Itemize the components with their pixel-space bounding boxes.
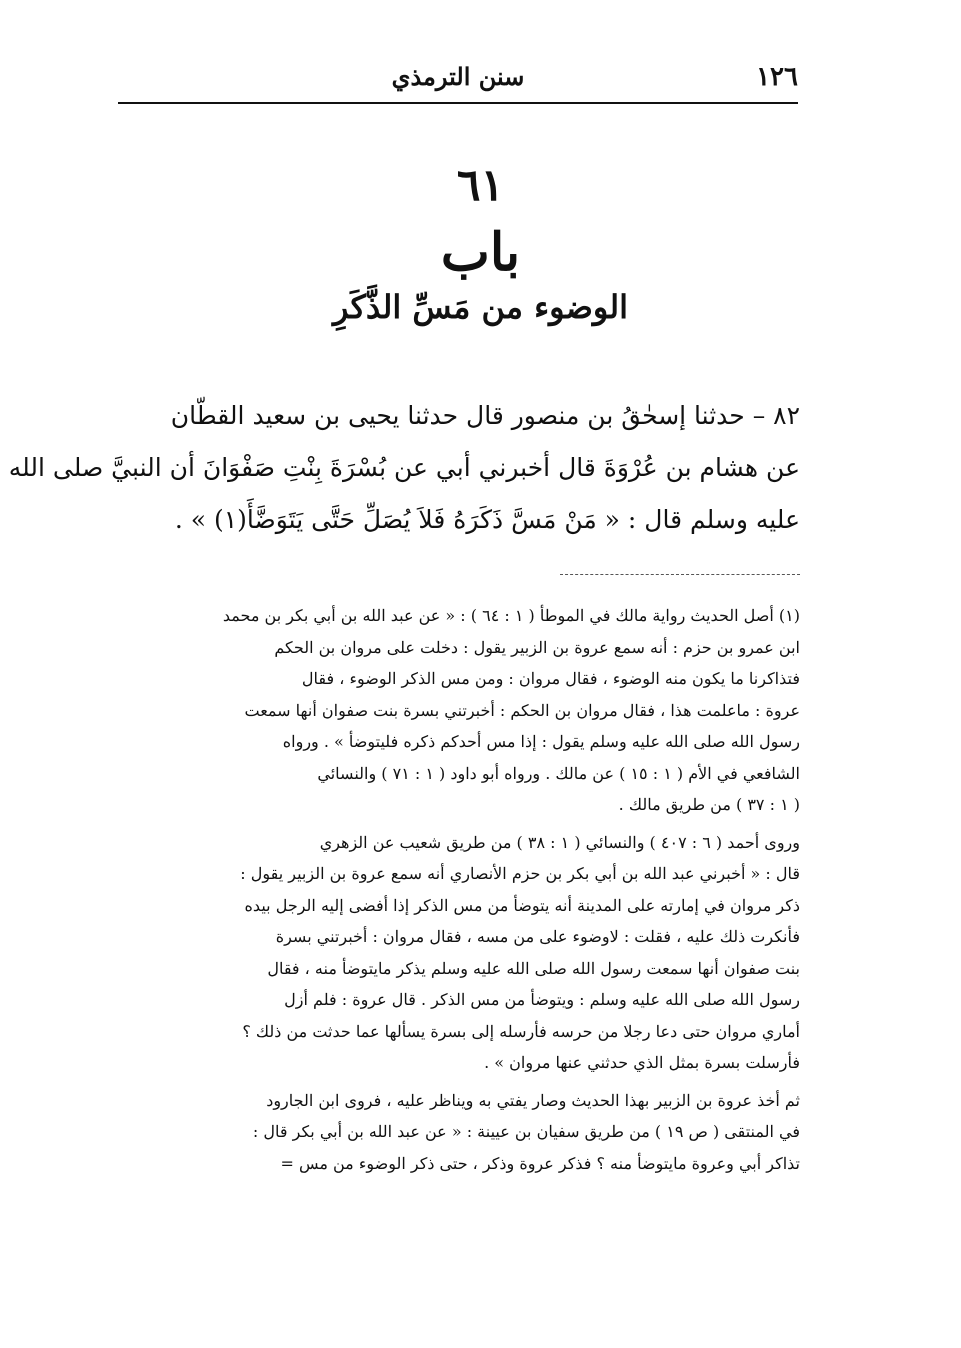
page-header <box>118 62 798 98</box>
header-rule <box>118 102 798 104</box>
footnote-paragraph <box>118 1085 800 1180</box>
footnote-line: عروة : ماعلمت هذا ، فقال مروان بن الحكم : أخبرتني بسرة بنت صفوان أنها سمعت <box>244 700 800 720</box>
footnote-line: بنت صفوان أنها سمعت رسول الله صلى الله عليه وسلم يذكر مايتوضأ منه ، فقال <box>267 958 800 978</box>
page-number: ١٢٦ <box>756 62 798 92</box>
footnote-line: فأرسلت بسرة بمثل الذي حدثني عنها مروان » . <box>484 1053 800 1072</box>
chapter-heading-bab: باب <box>440 222 521 283</box>
footnote-line: وروى أحمد ( ٦ : ٤٠٧ ) والنسائي ( ١ : ٣٨ ) من طريق شعيب عن الزهري <box>319 832 800 852</box>
footnote-line: تذاكر أبي وعروة مايتوضأ منه ؟ فذكر عروة وذكر ، حتى ذكر الوضوء من مس = <box>280 1153 800 1173</box>
running-title: سنن الترمذي <box>391 62 525 91</box>
footnote-line: فأنكرت ذلك عليه ، فقلت : لاوضوء على من مسه ، فقال مروان : أخبرتني بسرة <box>275 927 800 946</box>
footnote-line: الشافعي في الأم ( ١ : ١٥ ) عن مالك . ورواه أبو داود ( ١ : ٧١ ) والنسائي <box>317 763 800 783</box>
hadith-text <box>8 390 800 546</box>
footnote-line: رسول الله صلى الله عليه وسلم : ويتوضأ من مس الذكر . قال عروة : فلم أزل <box>284 990 800 1009</box>
hadith-line: عن هشام بن عُرْوَةَ قال أخبرني أبي عن بُسْرَةَ بِنْتِ صَفْوَانَ أن النبيَّ صلى الله <box>8 453 800 482</box>
footnote-line: ( ١ : ٣٧ ) من طريق مالك . <box>618 795 800 814</box>
footnote-paragraph <box>118 600 800 821</box>
footnote-paragraph <box>118 827 800 1079</box>
footnote-line: ابن عمرو بن حزم : أنه سمع عروة بن الزبير يقول : دخلت على مروان بن الحكم <box>274 637 800 657</box>
footnote-line: رسول الله صلى الله عليه وسلم يقول : إذا مس أحدكم ذكره فليتوضأ » . ورواه <box>282 732 800 751</box>
footnote-line: في المنتقى ( ص ١٩ ) من طريق سفيان بن عيينة : « عن عبد الله بن أبي بكر قال : <box>252 1122 800 1141</box>
footnotes <box>118 600 800 1185</box>
footnote-line: فتذاكرنا ما يكون منه الوضوء ، فقال مروان : ومن مس الذكر الوضوء ، فقال <box>301 669 800 688</box>
footnote-separator <box>560 574 800 575</box>
hadith-line: ٨٢ – حدثنا إسحٰقُ بن منصور قال حدثنا يحيى بن سعيد القطّان <box>170 401 800 430</box>
hadith-line: عليه وسلم قال : « مَنْ مَسَّ ذَكَرَهُ فَلاَ يُصَلِّ حَتَّى يَتَوَضَّأَ(١) » . <box>174 505 800 534</box>
chapter-title: الوضوء من مَسِّ الذَّكَرِ <box>332 288 629 326</box>
chapter-number: ٦١ <box>456 160 505 211</box>
footnote-line: (١) أصل الحديث رواية مالك في الموطأ ( ١ : ٦٤ ) : « عن عبد الله بن أبي بكر بن محمد <box>222 606 800 625</box>
footnote-line: ذكر مروان في إمارته على المدينة أنه يتوضأ من مس الذكر إذا أفضى إليه الرجل بيده <box>244 895 800 915</box>
footnote-line: قال : « أخبرني عبد الله بن أبي بكر بن حزم الأنصاري أنه سمع عروة بن الزبير يقول : <box>240 864 800 883</box>
footnote-line: ثم أخذ عروة بن الزبير بهذا الحديث وصار يفتي به ويناظر عليه ، فروى ابن الجارود <box>266 1090 800 1110</box>
footnote-line: أماري مروان حتى دعا رجلا من حرسه فأرسله إلى بسرة يسألها عما حدثت من ذلك ؟ <box>242 1021 800 1041</box>
